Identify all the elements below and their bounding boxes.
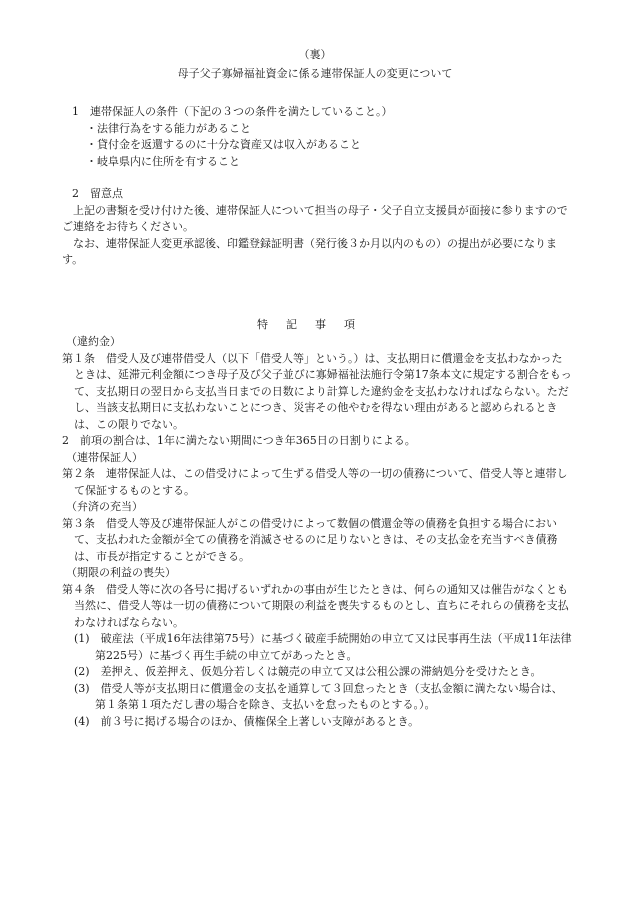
article-caption: （弁済の充当） — [66, 500, 143, 513]
notes-paragraph-1: 上記の書類を受け付けた後、連帯保証人について担当の母子・父子自立支援員が面接に参りますのでご連絡をお待ちください。 — [62, 203, 568, 233]
document-title: 母子父子寡婦福祉資金に係る連帯保証人の変更について — [177, 67, 453, 80]
article-1-text: 第１条 借受人及び連帯借受人（以下「借受人等」という。）は、支払期日に償還金を支払わなかったときは、延滞元利金額につき母子及び父子並びに寡婦福祉法施行令第17条本文に規定する割合をもって、支払期日の翌日から支払当日までの日数により計算した違約金を支払わなければならない。ただし、当該支払期日に支払わないことにつき、災害その他やむを得ない理由があると認められるときは、この限りでない。 — [62, 351, 572, 431]
section-conditions — [62, 104, 572, 170]
condition-item: ・貸付金を返還するのに十分な資産又は収入があること — [86, 138, 361, 151]
article-4-item: (2) 差押え、仮差押え、仮処分若しくは競売の申立て又は公租公課の滞納処分を受けたとき。 — [74, 665, 542, 678]
article-4-item: (3) 借受人等が支払期日に償還金の支払を通算して３回怠ったとき（支払金額に満たない場合は、第１条第１項ただし書の場合を除き、支払いを怠ったものとする。）。 — [74, 681, 563, 711]
condition-item: ・岐阜県内に住所を有すること — [86, 154, 240, 168]
article-caption: （違約金） — [66, 335, 121, 348]
special-terms-heading: 特記事項 — [257, 318, 373, 331]
section-1-heading: 1 連帯保証人の条件（下記の３つの条件を満たしていること。） — [72, 105, 393, 118]
article-1-para-2: 2 前項の割合は、1年に満たない期間につき年365日の日割りによる。 — [62, 434, 416, 447]
article-4-item: (1) 破産法（平成16年法律第75号）に基づく破産手続開始の申立て又は民事再生法（平成11年法律第225号）に基づく再生手続の申立てがあったとき。 — [74, 632, 572, 662]
special-terms — [62, 334, 572, 730]
article-4-item: (4) 前３号に掲げる場合のほか、債権保全上著しい支障があるとき。 — [74, 714, 420, 728]
section-2-heading: 2 留意点 — [72, 187, 123, 200]
article-caption: （連帯保証人） — [66, 450, 143, 464]
article-caption: （期限の利益の喪失） — [66, 566, 176, 579]
section-notes — [62, 186, 572, 269]
article-4-text: 第４条 借受人等に次の各号に掲げるいずれかの事由が生じたときは、何らの通知又は催告がなくとも当然に、借受人等は一切の債務について期限の利益を喪失するものとし、直ちにそれらの債務を支払わなければならない。 — [62, 582, 569, 629]
article-3-text: 第３条 借受人等及び連帯保証人がこの借受けによって数個の償還金等の債務を負担する場合において、支払われた金額が全ての債務を消滅させるのに足りないときは、その支払金を充当すべき債務は、市長が指定することができる。 — [62, 516, 558, 563]
page-side-label: （裏） — [298, 48, 332, 61]
notes-paragraph-2: なお、連帯保証人変更承認後、印鑑登録証明書（発行後３か月以内のもの）の提出が必要になります。 — [62, 236, 557, 266]
article-2-text: 第２条 連帯保証人は、この借受けによって生ずる借受人等の一切の債務について、借受人等と連帯して保証するものとする。 — [62, 467, 568, 497]
condition-item: ・法律行為をする能力があること — [86, 121, 251, 135]
